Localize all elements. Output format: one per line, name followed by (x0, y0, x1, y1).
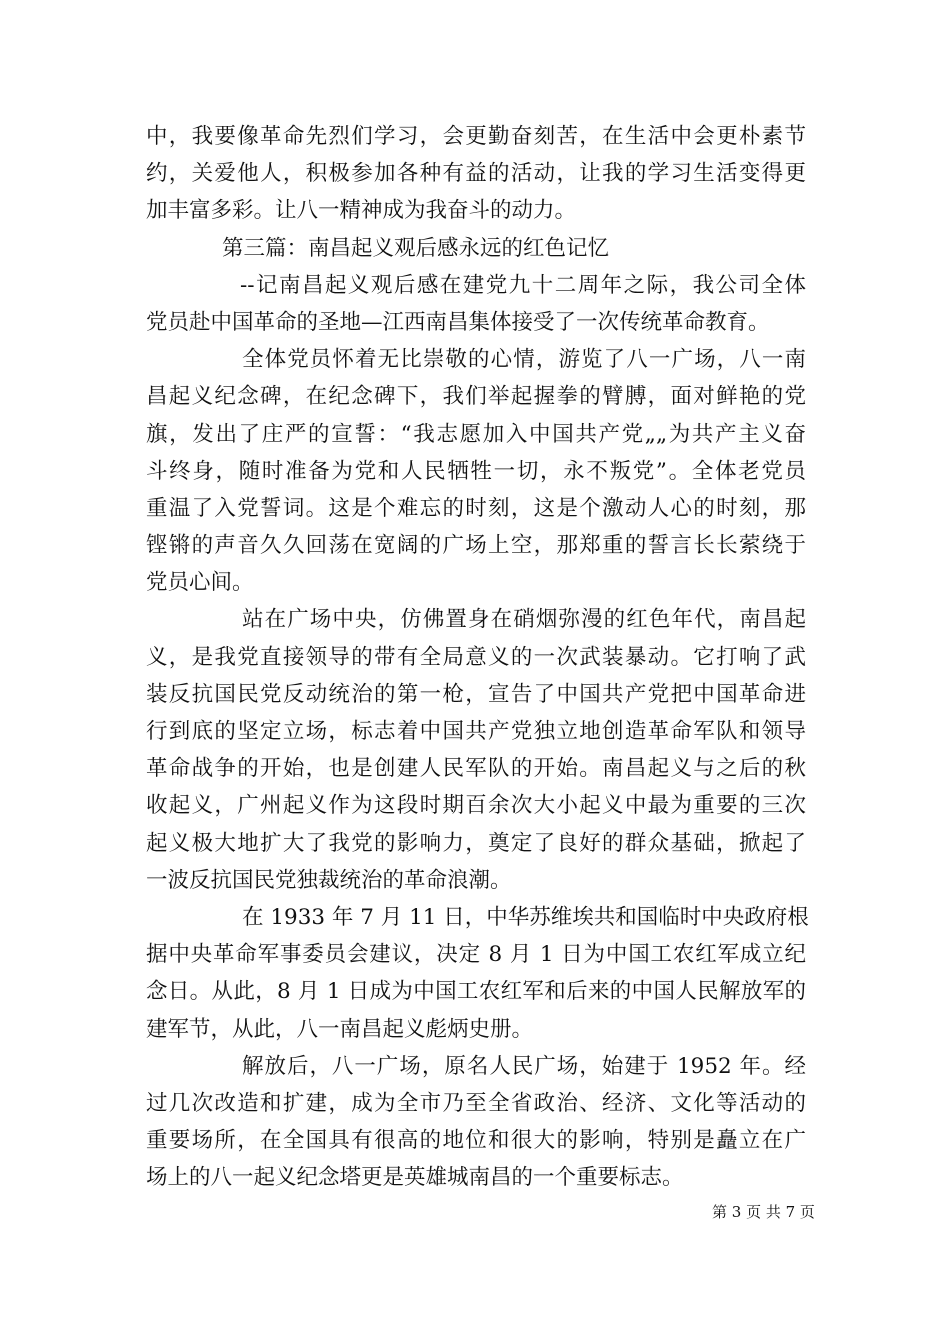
paragraph-start: 站在广场中央，仿佛置身在硝烟弥漫的红色年代，南昌起 (242, 607, 806, 633)
text-line: 昌起义纪念碑，在纪念碑下，我们举起握拳的臂膊，面对鲜艳的党 (146, 384, 806, 410)
page-number: 第 3 页 共 7 页 (712, 1203, 815, 1221)
text-line: 过几次改造和扩建，成为全市乃至全省政治、经济、文化等活动的 (146, 1090, 806, 1116)
text-line: 重要场所，在全国具有很高的地位和很大的影响，特别是矗立在广 (146, 1128, 806, 1154)
paragraph-start: 在 1933 年 7 月 11 日，中华苏维埃共和国临时中央政府根 (242, 904, 809, 930)
text-line: 中，我要像革命先烈们学习，会更勤奋刻苦，在生活中会更朴素节 (146, 124, 806, 149)
text-line: 党员心间。 (146, 570, 254, 596)
paragraph-start: 解放后，八一广场，原名人民广场，始建于 1952 年。经 (242, 1053, 806, 1079)
text-line: 斗终身，随时准备为党和人民牺牲一切，永不叛党”。全体老党员 (146, 458, 806, 484)
text-line: 收起义，广州起义作为这段时期百余次大小起义中最为重要的三次 (146, 793, 806, 819)
text-line: 党员赴中国革命的圣地—江西南昌集体接受了一次传统革命教育。 (146, 309, 770, 335)
text-line: 义，是我党直接领导的带有全局意义的一次武装暴动。它打响了武 (146, 644, 806, 670)
section-title: 第三篇：南昌起义观后感永远的红色记忆 (222, 235, 610, 261)
text-line: 据中央革命军事委员会建议，决定 8 月 1 日为中国工农红军成立纪 (146, 942, 806, 968)
text-line: 起义极大地扩大了我党的影响力，奠定了良好的群众基础，掀起了 (146, 830, 806, 856)
text-line: 加丰富多彩。让八一精神成为我奋斗的动力。 (146, 198, 577, 224)
text-line: 约，关爱他人，积极参加各种有益的活动，让我的学习生活变得更 (146, 161, 806, 187)
text-line: 场上的八一起义纪念塔更是英雄城南昌的一个重要标志。 (146, 1165, 684, 1191)
text-line: 行到底的坚定立场，标志着中国共产党独立地创造革命军队和领导 (146, 719, 806, 744)
text-line: 一波反抗国民党独裁统治的革命浪潮。 (146, 867, 512, 893)
text-line: 重温了入党誓词。这是个难忘的时刻，这是个激动人心的时刻，那 (146, 495, 806, 521)
text-line: 铿锵的声音久久回荡在宽阔的广场上空，那郑重的誓言长长萦绕于 (146, 533, 806, 559)
text-line: 装反抗国民党反动统治的第一枪，宣告了中国共产党把中国革命进 (146, 681, 806, 707)
text-line: 念日。从此，8 月 1 日成为中国工农红军和后来的中国人民解放军的 (146, 979, 806, 1005)
text-line: 旗，发出了庄严的宣誓：“我志愿加入中国共产党„„为共产主义奋 (146, 421, 806, 447)
text-line: 建军节，从此，八一南昌起义彪炳史册。 (146, 1016, 534, 1042)
document-body (146, 118, 809, 1196)
paragraph-start: 全体党员怀着无比崇敬的心情，游览了八一广场，八一南 (242, 347, 806, 373)
section-subtitle: --记南昌起义观后感在建党九十二周年之际，我公司全体 (240, 272, 806, 298)
text-line: 革命战争的开始，也是创建人民军队的开始。南昌起义与之后的秋 (146, 756, 806, 782)
